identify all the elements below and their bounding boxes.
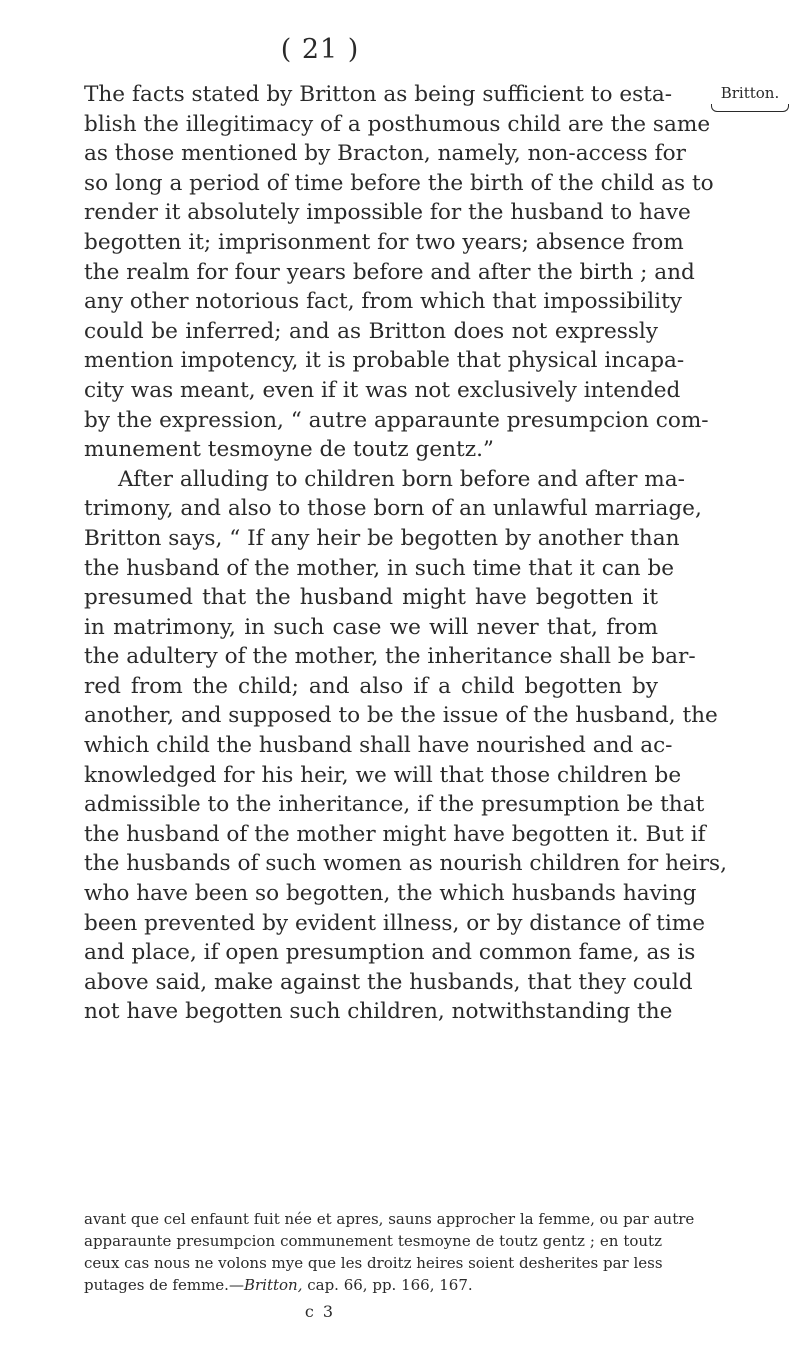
main-text	[84, 80, 727, 1027]
text-line: could be inferred; and as Britton does not expressly	[84, 318, 658, 344]
text-line: the adultery of the mother, the inheritance shall be bar-	[84, 644, 696, 670]
text-line: red from the child; and also if a child begotten by	[84, 673, 658, 699]
text-line: mention impotency, it is probable that physical incapa-	[84, 348, 685, 374]
footnote-line	[84, 1274, 662, 1296]
footnote-last-text: putages de femme.—	[84, 1276, 244, 1294]
text-line: the husband of the mother, in such time that it can be	[84, 555, 675, 581]
text-line: After alluding to children born before and after ma-	[118, 466, 685, 492]
citation-reference: cap. 66, pp. 166, 167.	[302, 1276, 473, 1294]
text-line: blish the illegitimacy of a posthumous child are the same	[84, 111, 711, 137]
page-number: ( 21 )	[280, 34, 360, 65]
text-line: not have begotten such children, notwithstanding the	[84, 999, 673, 1025]
text-line: and place, if open presumption and common fame, as is	[84, 940, 696, 966]
signature-mark: c 3	[304, 1302, 336, 1321]
text-line: by the expression, “ autre apparaunte presumpcion com-	[84, 407, 709, 433]
text-line: render it absolutely impossible for the husband to have	[84, 200, 691, 226]
footnote-line: ceux cas nous ne volons mye que les droitz heires soient desherites par less	[84, 1254, 663, 1272]
text-line: which child the husband shall have nourished and ac-	[84, 733, 673, 759]
text-line: trimony, and also to those born of an unlawful marriage,	[84, 496, 702, 522]
footnote-line: avant que cel enfaunt fuit née et apres, sauns approcher la femme, ou par autre	[84, 1210, 695, 1228]
footnote-line: apparaunte presumpcion communement tesmoyne de toutz gentz ; en toutz	[84, 1232, 662, 1250]
text-line: in matrimony, in such case we will never that, from	[84, 614, 658, 640]
text-line: begotten it; imprisonment for two years; absence from	[84, 229, 684, 255]
margin-note	[707, 84, 793, 112]
text-line: The facts stated by Britton as being sufficient to esta-	[84, 82, 673, 107]
text-line: the husband of the mother might have begotten it. But if	[84, 821, 706, 847]
margin-brace	[711, 104, 789, 112]
text-line: any other notorious fact, from which that impossibility	[84, 289, 682, 315]
text-line: knowledged for his heir, we will that those children be	[84, 762, 682, 788]
text-line: Britton says, “ If any heir be begotten by another than	[84, 525, 680, 551]
text-line: admissible to the inheritance, if the presumption be that	[84, 792, 705, 818]
text-line: the husbands of such women as nourish children for heirs,	[84, 851, 727, 877]
text-line: munement tesmoyne de toutz gentz.”	[84, 437, 494, 463]
text-line: so long a period of time before the birth of the child as to	[84, 170, 714, 196]
text-line: as those mentioned by Bracton, namely, non-access for	[84, 141, 686, 167]
citation-source: Britton,	[243, 1276, 303, 1294]
text-line: who have been so begotten, the which husbands having	[84, 881, 697, 907]
footnote	[84, 1208, 695, 1296]
text-line: above said, make against the husbands, that they could	[84, 969, 693, 995]
text-line: been prevented by evident illness, or by distance of time	[84, 910, 705, 936]
margin-note-label: Britton.	[720, 84, 780, 102]
text-line: another, and supposed to be the issue of the husband, the	[84, 703, 718, 729]
text-line: city was meant, even if it was not exclusively intended	[84, 377, 681, 403]
text-line: the realm for four years before and after the birth ; and	[84, 259, 695, 285]
text-line: presumed that the husband might have begotten it	[84, 585, 658, 611]
